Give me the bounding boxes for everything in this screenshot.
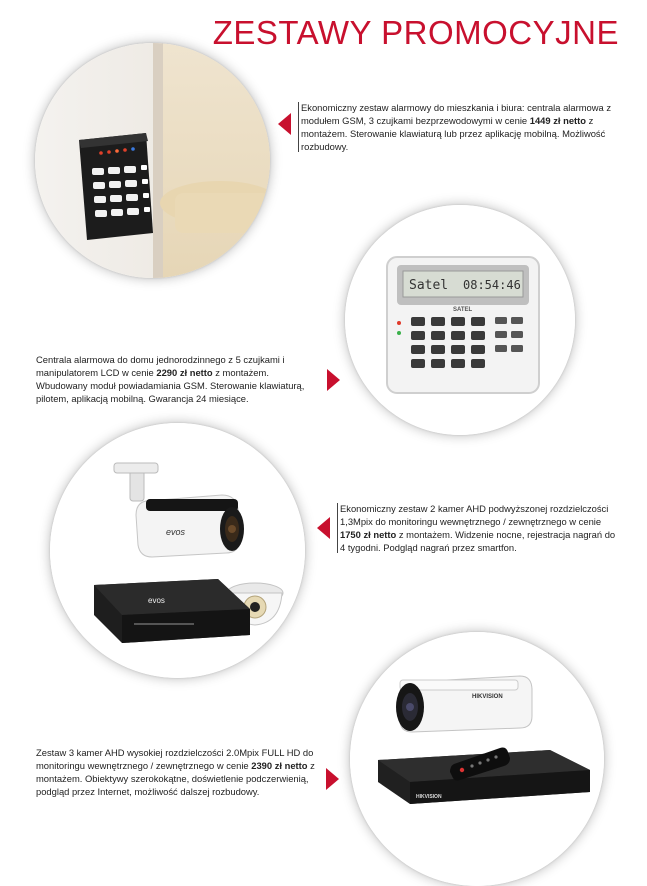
keypad-logo-text: SATEL [453, 307, 473, 313]
offer-1-pointer-icon [278, 113, 291, 135]
alarm-keypad-icon [79, 133, 153, 240]
hikvision-bullet-camera-icon [396, 676, 532, 732]
offer-1-rule [298, 102, 299, 152]
offer-3-image [50, 423, 305, 678]
offer-3-rule [337, 503, 338, 553]
offer-1-image [35, 43, 270, 278]
offer-4-image [350, 632, 604, 886]
dvr-brand-text: evos [148, 596, 165, 605]
offer-4-pointer-icon [326, 768, 339, 790]
offer-1-description: Ekonomiczny zestaw alarmowy do mieszkania i biura: centrala alarmowa z modułem GSM, 3 czujkami bezprzewodowymi w cenie 1449 zł netto z montażem. Sterowanie klawiaturą lub przez aplikację mobilną. Możliwość rozbudowy. [301, 101, 613, 153]
offer-2-image [345, 205, 575, 435]
offer-2-pointer-icon [327, 369, 340, 391]
lcd-keypad-icon [387, 257, 539, 393]
dvr-recorder-icon [94, 579, 250, 643]
camera-brand-text: HIKVISION [472, 694, 503, 700]
offer-3-description: Ekonomiczny zestaw 2 kamer AHD podwyższonej rozdzielczości 1,3Mpix do monitoringu wewnętrznego / zewnętrznego w cenie 1750 zł netto z montażem. Widzenie nocne, rejestracja nagrań do 4 tygodni. Podgląd nagrań przez smartfon. [340, 502, 622, 554]
offer-2-description: Centrala alarmowa do domu jednorodzinnego z 5 czujkami i manipulatorem LCD w cenie 2290 zł netto z montażem. Wbudowany moduł powiadamiania GSM. Sterowanie klawiaturą, pilotem, aplikacją mobilną. Gwarancja 24 miesiące. [36, 354, 305, 404]
offer-3-price: 1750 zł netto [340, 529, 397, 540]
offer-2-price: 2290 zł netto [156, 367, 213, 378]
nvr-brand-text: HIKVISION [416, 794, 442, 800]
page-title: ZESTAWY PROMOCYJNE [212, 14, 619, 51]
offer-3-pointer-icon [317, 517, 330, 539]
lcd-time-text: 08:54:46 [463, 278, 521, 292]
camera-brand-text: evos [166, 527, 186, 537]
offer-1-price: 1449 zł netto [529, 115, 587, 126]
lcd-brand-text: Satel [409, 278, 449, 293]
offer-4-description: Zestaw 3 kamer AHD wysokiej rozdzielczości 2.0Mpix FULL HD do monitoringu wewnętrznego / zewnętrznego w cenie 2390 zł netto z montażem. Obiektywy szerokokątne, doświetlenie podczerwienią, podgląd przez Internet, możliwość dalszej rozbudowy. [36, 747, 315, 797]
offer-4-price: 2390 zł netto [251, 760, 308, 771]
